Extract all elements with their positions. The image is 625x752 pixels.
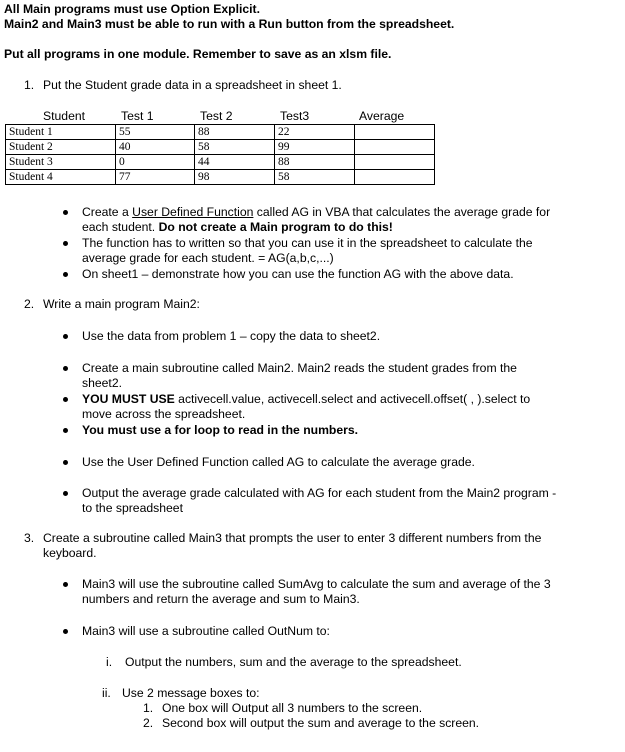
p3-sub2-number: 2.: [143, 716, 154, 730]
table-cell: Student 1: [6, 125, 116, 140]
p1-text: Put the Student grade data in a spreadsheet in sheet 1.: [43, 78, 342, 92]
table-cell: 99: [275, 140, 355, 155]
bullet-icon: [63, 210, 68, 215]
table-cell: 88: [195, 125, 275, 140]
table-cell: 58: [195, 140, 275, 155]
p2-bullet3-line2: move across the spreadsheet.: [82, 407, 246, 421]
bullet-icon: [63, 629, 68, 634]
col-header-test3: Test3: [280, 109, 310, 123]
p2-bullet5: Use the User Defined Function called AG to calculate the average grade.: [82, 455, 475, 469]
p3-bullet1-line2: numbers and return the average and sum to Main3.: [82, 592, 360, 606]
table-cell: 40: [116, 140, 195, 155]
table-cell: [355, 125, 435, 140]
table-cell: [355, 170, 435, 185]
p3-sub1-number: 1.: [143, 701, 154, 715]
table-row: [6, 155, 435, 170]
bullet-icon: [63, 460, 68, 465]
p2-number: 2.: [24, 297, 35, 311]
bullet-icon: [63, 241, 68, 246]
p3-roman1-number: i.: [106, 655, 113, 669]
p3-sub1-text: One box will Output all 3 numbers to the screen.: [162, 701, 423, 715]
p2-text: Write a main program Main2:: [43, 297, 200, 311]
p2-bullet3-line1: YOU MUST USE activecell.value, activecell.select and activecell.offset( , ).select to: [82, 392, 531, 406]
table-cell: Student 2: [6, 140, 116, 155]
bullet-icon: [63, 366, 68, 371]
col-header-average: Average: [359, 109, 405, 123]
table-cell: 55: [116, 125, 195, 140]
p2-bullet2-line2: sheet2.: [82, 376, 122, 390]
col-header-test2: Test 2: [200, 109, 233, 123]
p1-bullet1-line2: each student. Do not create a Main program to do this!: [82, 220, 393, 234]
p3-number: 3.: [24, 531, 35, 545]
bullet-icon: [63, 491, 68, 496]
p1-bullet1-line1: Create a User Defined Function called AG in VBA that calculates the average grade for: [82, 205, 551, 219]
p3-bullet1-line1: Main3 will use the subroutine called SumAvg to calculate the sum and average of the 3: [82, 577, 551, 591]
p3-line2: keyboard.: [43, 546, 97, 560]
header-line-3: Put all programs in one module. Remember to save as an xlsm file.: [4, 47, 392, 61]
p2-bullet1: Use the data from problem 1 – copy the data to sheet2.: [82, 329, 381, 343]
grade-table: [5, 124, 435, 185]
p3-sub2-text: Second box will output the sum and average to the screen.: [162, 716, 480, 730]
table-row: [6, 125, 435, 140]
p3-roman2-number: ii.: [102, 686, 111, 700]
p1-bullet2-line2: average grade for each student. = AG(a,b,c,...): [82, 251, 334, 265]
bullet-icon: [63, 428, 68, 433]
udf-link-text: User Defined Function: [132, 205, 254, 219]
bullet-icon: [63, 582, 68, 587]
p3-roman2-text: Use 2 message boxes to:: [122, 686, 260, 700]
table-row: [6, 140, 435, 155]
table-cell: Student 4: [6, 170, 116, 185]
bullet-icon: [63, 272, 68, 277]
p2-bullet4: You must use a for loop to read in the numbers.: [82, 423, 359, 437]
p1-number: 1.: [24, 78, 35, 92]
p1-bullet3: On sheet1 – demonstrate how you can use the function AG with the above data.: [82, 267, 514, 281]
p1-bullet2-line1: The function has to written so that you can use it in the spreadsheet to calculate the: [82, 236, 533, 250]
table-cell: 88: [275, 155, 355, 170]
p3-roman1-text: Output the numbers, sum and the average to the spreadsheet.: [125, 655, 462, 669]
table-cell: 44: [195, 155, 275, 170]
bullet-icon: [63, 397, 68, 402]
table-cell: Student 3: [6, 155, 116, 170]
p3-line1: Create a subroutine called Main3 that prompts the user to enter 3 different numbers from the: [43, 531, 542, 545]
p3-bullet2: Main3 will use a subroutine called OutNum to:: [82, 624, 330, 638]
bullet-icon: [63, 334, 68, 339]
table-cell: 77: [116, 170, 195, 185]
table-cell: 98: [195, 170, 275, 185]
table-cell: [355, 140, 435, 155]
header-line-2: Main2 and Main3 must be able to run with a Run button from the spreadsheet.: [4, 17, 455, 31]
p2-bullet6-line2: to the spreadsheet: [82, 501, 183, 515]
table-cell: 58: [275, 170, 355, 185]
table-cell: [355, 155, 435, 170]
header-line-1: All Main programs must use Option Explicit.: [4, 2, 260, 16]
col-header-student: Student: [43, 109, 86, 123]
p2-bullet2-line1: Create a main subroutine called Main2. Main2 reads the student grades from the: [82, 361, 517, 375]
col-header-test1: Test 1: [121, 109, 154, 123]
table-row: [6, 170, 435, 185]
table-cell: 0: [116, 155, 195, 170]
table-cell: 22: [275, 125, 355, 140]
p2-bullet6-line1: Output the average grade calculated with AG for each student from the Main2 program -: [82, 486, 557, 500]
